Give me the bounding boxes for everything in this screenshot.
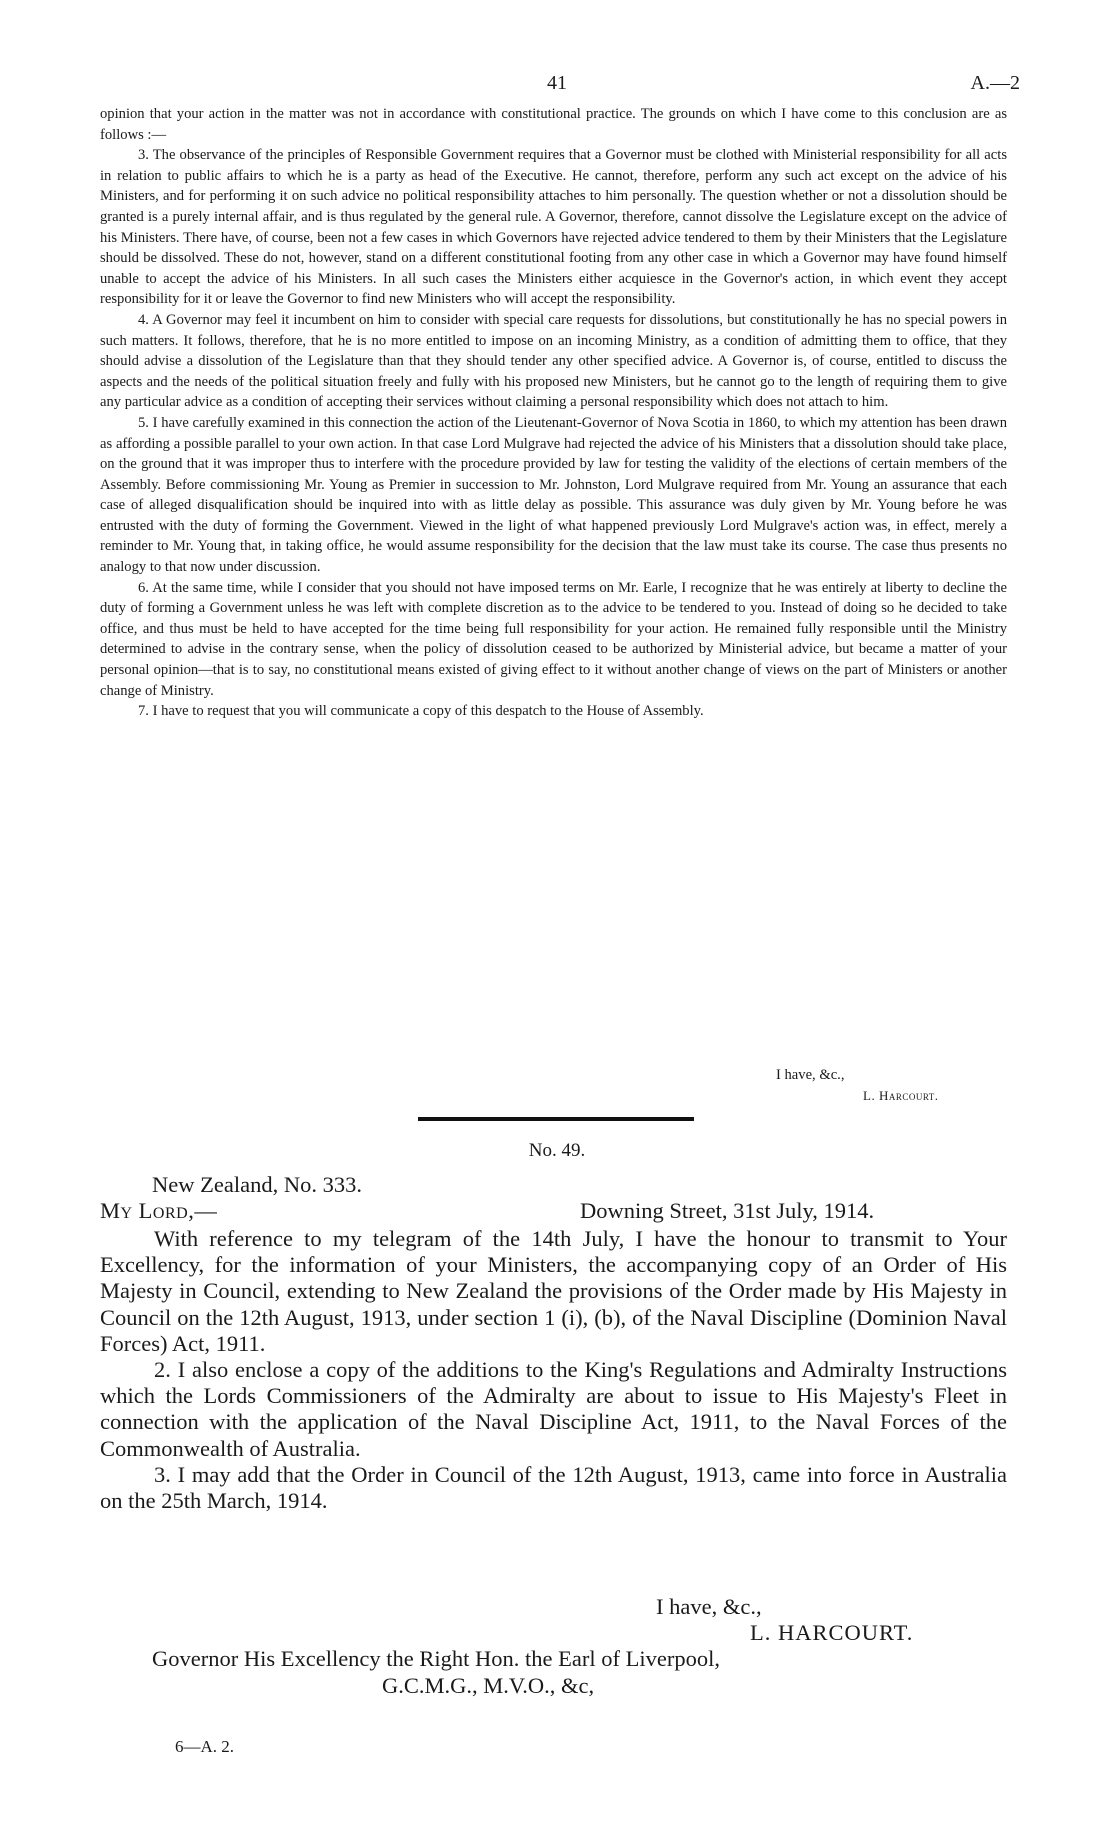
despatch-paragraph-4: 4. A Governor may feel it incumbent on him to consider with special care requests for dissolutions, but constitutionally he has no special powers in such matters. It follows, therefore, that he is no more entitled to impose on an incoming Ministry, as a condition of admitting them to office, that they should advise a dissolution of the Legislature than that they should tender any other specified advice. A Governor is, of course, entitled to discuss the aspects and the needs of the political situation freely and fully with his proposed new Ministers, but he cannot go to the length of requiring them to give any particular advice as a condition of accepting their services without claiming a personal responsibility which does not attach to him. — [100, 311, 1007, 411]
letter-paragraph-1: With reference to my telegram of the 14th July, I have the honour to transmit to Your Excellency, for the information of your Ministers, the accompanying copy of an Order of His Majesty in Council, extending to New Zealand the provisions of the Order made by His Majesty in Council on the 12th August, 1913, under section 1 (i), (b), of the Naval Discipline (Dominion Naval Forces) Act, 1911. — [100, 1226, 1007, 1356]
salutation-line — [100, 1198, 1007, 1224]
addressee-line-2: G.C.M.G., M.V.O., &c, — [382, 1672, 595, 1698]
despatch-paragraph-opening: opinion that your action in the matter was not in accordance with constitutional practice. The grounds on which I have come to this conclusion are as follows :— — [100, 106, 1007, 143]
series-code: A.—2 — [970, 72, 1020, 94]
despatch-signature: L. Harcourt. — [863, 1087, 939, 1103]
letter-signature: L. HARCOURT. — [750, 1620, 914, 1646]
document-number: No. 49. — [528, 1140, 586, 1161]
despatch-signoff — [100, 1065, 1007, 1106]
despatch-paragraph-5: 5. I have carefully examined in this connection the action of the Lieutenant-Governor of Nova Scotia in 1860, to which my attention has been drawn as affording a possible parallel to your own action. In that case Lord Mulgrave had rejected the advice of his Ministers that a dissolution should take place, on the ground that it was improper thus to interfere with the procedure provided by law for testing the validity of the elections of certain members of the Assembly. Before commissioning Mr. Young as Premier in succession to Mr. Johnston, Lord Mulgrave required from Mr. Young an assurance that each case of alleged disqualification should be inquired into with as little delay as possible. This assurance was duly given by Mr. Young before he was entrusted with the duty of forming the Government. Viewed in the light of what happened previously Lord Mulgrave's action was, in effect, merely a reminder to Mr. Young that, in taking office, he would assume responsibility for the decision that the law must take its course. The case thus presents no analogy to that now under discussion. — [100, 414, 1007, 576]
despatch-paragraph-3: 3. The observance of the principles of Responsible Government requires that a Governor must be clothed with Ministerial responsibility for all acts in relation to public affairs to which he is a party as head of the Executive. He cannot, therefore, perform any such act except on the advice of his Ministers, and for performing it on such advice no political responsibility attaches to him personally. The question whether or not a dissolution should be granted is a purely internal affair, and is thus regulated by the general rule. A Governor, therefore, cannot dissolve the Legislature except on the advice of his Ministers. There have, of course, been not a few cases in which Governors have rejected advice tendered to them by their Ministers that the Legislature should be dissolved. These do not, however, stand on a different constitutional footing from any other case in which a Governor may have found himself unable to accept the advice of his Ministers. In all such cases the Ministers either acquiesce in the Governor's action, in which event they accept responsibility for it or leave the Governor to find new Ministers who will accept the responsibility. — [100, 147, 1007, 308]
letter-head — [100, 1172, 1007, 1224]
salutation: My Lord,— — [100, 1198, 218, 1224]
addressee-line-1: Governor His Excellency the Right Hon. the Earl of Liverpool, — [152, 1646, 720, 1672]
place-date: Downing Street, 31st July, 1914. — [580, 1198, 875, 1224]
despatch-body — [100, 104, 1007, 722]
letter-paragraph-3: 3. I may add that the Order in Council of the 12th August, 1913, came into force in Australia on the 25th March, 1914. — [100, 1461, 1007, 1514]
letter-closing: I have, &c., — [656, 1594, 762, 1619]
letter-paragraph-2: 2. I also enclose a copy of the additions to the King's Regulations and Admiralty Instructions which the Lords Commissioners of the Admiralty are about to issue to His Majesty's Fleet in connection with the application of the Naval Discipline Act, 1911, to the Naval Forces of the Commonwealth of Australia. — [100, 1357, 1007, 1461]
despatch-closing: I have, &c., — [776, 1067, 845, 1083]
signature-mark: 6—A. 2. — [175, 1737, 235, 1756]
page-number: 41 — [547, 72, 567, 94]
letter-body — [100, 1226, 1007, 1514]
section-divider — [418, 1117, 694, 1121]
despatch-paragraph-7: 7. I have to request that you will communicate a copy of this despatch to the House of Assembly. — [138, 703, 704, 720]
colony-reference: New Zealand, No. 333. — [152, 1172, 362, 1197]
despatch-paragraph-6: 6. At the same time, while I consider that you should not have imposed terms on Mr. Earle, I recognize that he was entirely at liberty to decline the duty of forming a Government unless he was left with complete discretion as to the advice to be tendered to you. Instead of doing so he decided to take office, and thus must be held to have accepted for the time being full responsibility for your action. He remained fully responsible until the Ministry determined to advise in the contrary sense, when the policy of dissolution ceased to be authorized by Ministerial advice, but became a matter of your personal opinion—that is to say, no constitutional means existed of giving effect to it without another change of views on the part of Ministers or another change of Ministry. — [100, 579, 1007, 699]
letter-signoff — [100, 1594, 1007, 1699]
